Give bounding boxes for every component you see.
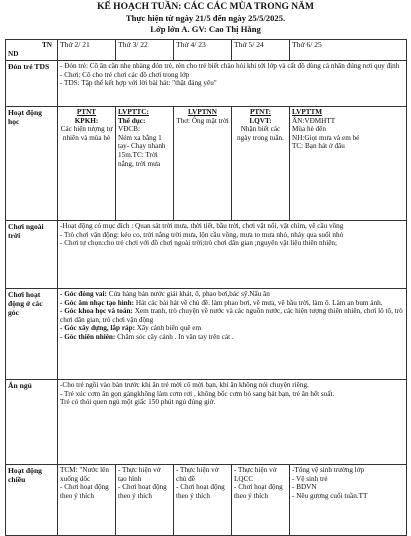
row-label-don-tre: Đón trẻ TDS xyxy=(6,61,58,107)
afternoon-line: - Chơi hoạt động theo ý thích xyxy=(234,483,283,500)
lesson-line: Nhận biết các ngày trong tuần. xyxy=(237,125,284,142)
weekly-plan-table xyxy=(5,39,407,536)
plan-dates: Thực hiện từ ngày 21/5 đến ngày 25/5/2025. xyxy=(125,13,286,23)
meal-sleep-line: -Cho trẻ ngồi vào bàn trước khi ăn trẻ mời cô mời bạn, khi ăn không nói chuyện riêng. xyxy=(60,381,309,389)
day-header-3: Thứ 4/ 23 xyxy=(174,40,232,61)
lesson-line: VĐCB: xyxy=(118,125,140,134)
corner-activity xyxy=(60,324,404,333)
corner-activity xyxy=(60,333,404,342)
lesson-line: ÂN:VĐMHTT xyxy=(292,116,336,125)
lesson-line: Ném xa bằng 1 tay- Chạy nhanh 15m.TC: Trời nắng, trời mưa xyxy=(118,133,166,168)
corner-activity-name: - Góc âm nhạc tạo hình: xyxy=(60,298,135,307)
lesson-cell-thu xyxy=(232,107,290,221)
table-row-don-tre xyxy=(6,61,407,107)
lesson-line: LQVT: xyxy=(249,116,272,125)
lesson-title: LVPTNN xyxy=(188,108,217,116)
row-label-choi-ngoai-troi: Chơi ngoài trời xyxy=(6,221,58,289)
afternoon-line: -Tổng vệ sinh trường lớp xyxy=(292,466,365,474)
corner-activity-text: Xây cánh biển quê em xyxy=(135,324,202,333)
corner-activity-name: - Góc khoa học và toán: xyxy=(60,307,133,316)
lesson-line: Mùa hè đến xyxy=(292,125,326,134)
corner-activity xyxy=(60,299,404,308)
afternoon-line: - Thực hiện vở LQCC xyxy=(234,466,277,483)
corner-activity-text: Xem tranh, trò chuyện về nước và các nguồn nước, các hiện tượng thiên nhiên, chơi lô tô, trò chơi dân gian, trò chơi vận động xyxy=(60,307,403,324)
afternoon-line: - Nêu gương cuối tuần.TT xyxy=(292,491,368,500)
afternoon-line: - Chơi hoạt động theo ý thích xyxy=(176,483,225,500)
corner-activity-name: - Góc thiên nhiên: xyxy=(60,332,116,341)
afternoon-line: - Chơi hoạt động theo ý thích xyxy=(118,483,167,500)
lesson-title: LVPTTM xyxy=(292,108,323,116)
don-tre-content xyxy=(58,61,407,107)
corner-top: TN xyxy=(42,41,52,49)
table-row-choi-goc xyxy=(6,289,407,380)
afternoon-line: - Vệ sinh trẻ xyxy=(292,474,328,483)
day-header-2: Thứ 3/ 22 xyxy=(116,40,174,61)
corner-activity-text: Chăm sóc cây cảnh . In vân tay trên cát . xyxy=(115,332,234,341)
table-row-choi-ngoai-troi xyxy=(6,221,407,289)
corner-activity-name: - Góc xây dựng, lắp ráp: xyxy=(60,324,135,333)
corner-activity xyxy=(60,290,404,299)
row-label-hoat-dong-chieu: Hoạt động chiều xyxy=(6,465,58,536)
table-row-an-ngu xyxy=(6,380,407,465)
afternoon-line: - Thực hiện vở chủ đề xyxy=(176,466,219,483)
outdoor-line: -Hoạt động có mục đích : Quan sát trời mưa, thời tiết, bầu trời, chơi vật nổi, vật chìm, vẽ cầu vồng xyxy=(60,222,344,230)
choi-goc-content xyxy=(58,289,407,380)
meal-sleep-line: - Trẻ xúc cơm ăn gọn gàngkhông làm cơm rơi , không bốc cơm bỏ sang bát bạn, trẻ ăn hết suất. xyxy=(60,389,335,398)
lesson-line: KPKH: xyxy=(74,116,99,125)
corner-cell xyxy=(6,40,58,61)
afternoon-cell-wed xyxy=(174,465,232,536)
row-label-an-ngu: Ăn ngủ xyxy=(6,380,58,465)
table-row-days xyxy=(6,40,407,61)
day-header-5: Thứ 6/ 25 xyxy=(290,40,407,61)
meal-sleep-line: Trẻ có thói quen ngủ một giấc 150 phút ngủ đúng giờ. xyxy=(60,398,216,407)
lesson-cell-fri xyxy=(290,107,407,221)
an-ngu-content xyxy=(58,380,407,465)
outdoor-line: - Trò chơi vận động: kéo co, trời nắng trời mưa, lộn cầu vồng, mưa to mưa nhỏ, nhảy qua suối nhỏ xyxy=(60,230,344,239)
outdoor-line: - Chơi tự chọn:cho trẻ chơi với đồ chơi ngoài trời;trò chơi dân gian ;nguyên vật liệu thiên nhiên; xyxy=(60,239,338,248)
plan-title: KẾ HOẠCH TUẦN: CÁC CÁC MÙA TRONG NĂM xyxy=(97,2,314,12)
afternoon-cell-tue xyxy=(116,465,174,536)
row-label-hoat-dong-hoc: Hoạt động học xyxy=(6,107,58,221)
table-row-hoat-dong-chieu xyxy=(6,465,407,536)
choi-ngoai-troi-content xyxy=(58,221,407,289)
lesson-line: TC: Bạn hát ở đâu xyxy=(292,142,345,151)
page-header xyxy=(0,0,411,35)
corner-bottom: ND xyxy=(8,49,19,58)
lesson-title: PTNT xyxy=(76,108,97,116)
afternoon-line: TCM: "Nước lên xuống dốc xyxy=(60,466,109,483)
lesson-title: PTNT: xyxy=(249,108,272,116)
afternoon-line: - Thực hiện vở tạo hình xyxy=(118,466,161,483)
lesson-line: Thơ: Ông mặt trời xyxy=(176,116,229,125)
table-row-hoat-dong-hoc xyxy=(6,107,407,221)
day-header-4: Thứ 5/ 24 xyxy=(232,40,290,61)
don-tre-line: - Chơi: Cô cho trẻ chơi các đồ chơi trong lớp xyxy=(60,70,190,79)
don-tre-line: - Đón trẻ: Cô ân cần nhẹ nhàng đón trẻ, rèn cho trẻ biết chào hỏi khi tới lớp và cất đồ dùng cá nhân đúng nơi quy định xyxy=(60,62,400,70)
corner-activity xyxy=(60,307,404,324)
afternoon-cell-mon xyxy=(58,465,116,536)
corner-activity-text: Hát các bài hát về chủ đề. làm phao bơi, vẽ mưa, vẽ bầu trời, làm ô. Làm an bum ảnh. xyxy=(134,298,383,307)
lesson-cell-mon xyxy=(58,107,116,221)
afternoon-line: - BDVN xyxy=(292,483,317,492)
corner-activity-text: Cửa hàng bán nước giải khát, ô, phao bơi,bác sỹ.Nấu ăn xyxy=(106,290,270,298)
lesson-line: Các hiện tượng tự nhiên và mùa hè xyxy=(60,125,113,142)
don-tre-line: - TDS: Tập thể kết hợp với lời bài hát: "thật đáng yêu" xyxy=(60,79,217,88)
afternoon-cell-thu xyxy=(232,465,290,536)
lesson-cell-wed xyxy=(174,107,232,221)
row-label-choi-goc: Chơi hoạt động ở các góc xyxy=(6,289,58,380)
afternoon-line: - Chơi hoạt động theo ý thích xyxy=(60,483,109,500)
corner-activity-name: - Góc đóng vai: xyxy=(60,290,107,298)
lesson-line: Thể dục: xyxy=(118,116,146,125)
lesson-title: LVPTTC: xyxy=(118,108,149,116)
plan-class-teacher: Lớp lớn A. GV: Cao Thị Hằng xyxy=(150,24,261,34)
afternoon-cell-fri xyxy=(290,465,407,536)
lesson-line: NH:Giọt mưa và em bé xyxy=(292,133,360,142)
day-header-1: Thứ 2/ 21 xyxy=(58,40,116,61)
lesson-cell-tue xyxy=(116,107,174,221)
